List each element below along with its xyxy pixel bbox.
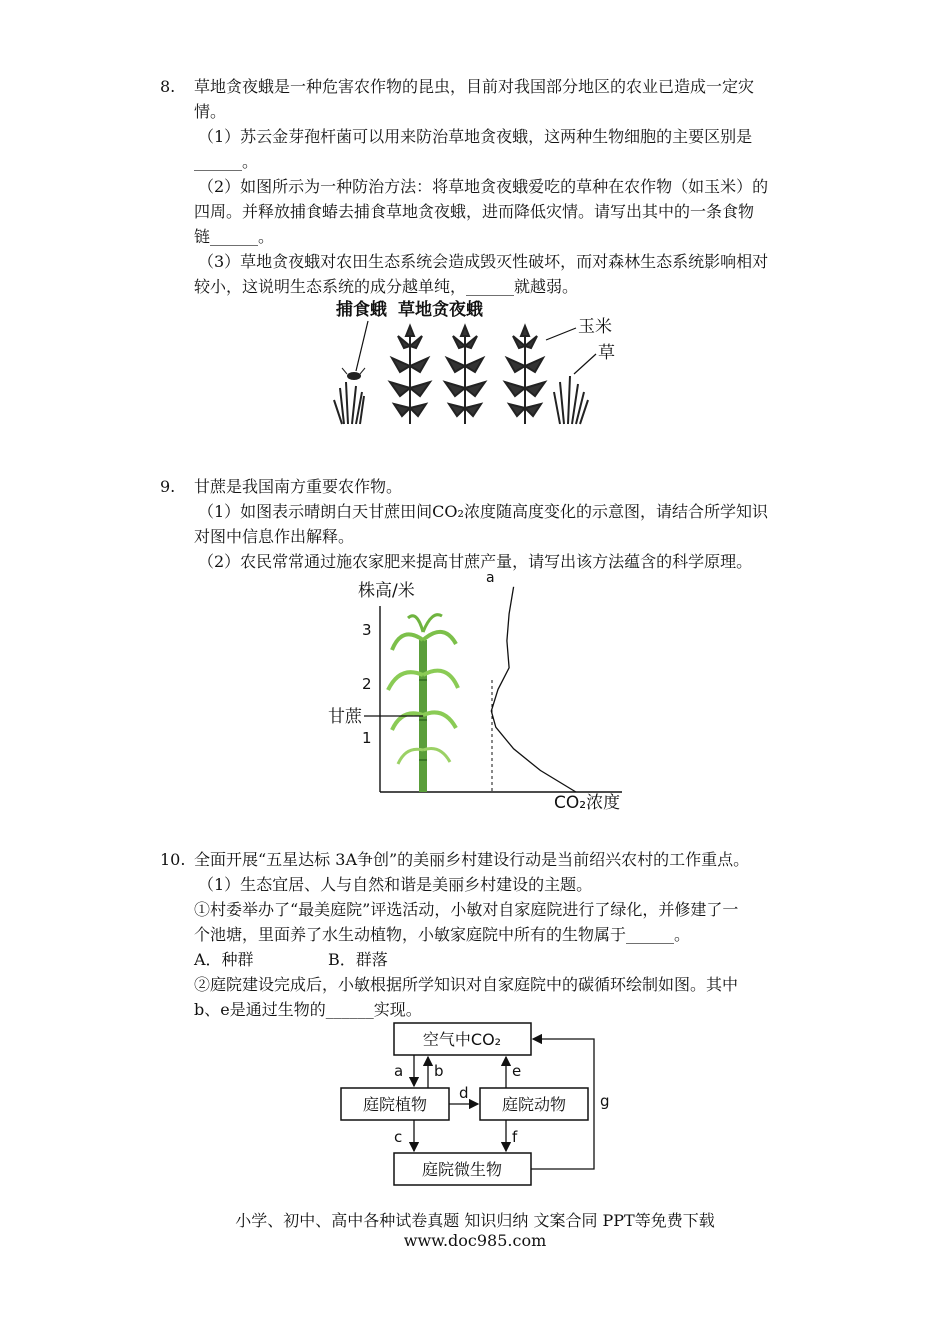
- q9-part1-line2: 对图中信息作出解释。: [194, 527, 355, 546]
- y-ticks: [362, 621, 372, 747]
- x-axis-label: CO₂浓度: [554, 793, 621, 813]
- y-tick-label: 3: [362, 621, 372, 639]
- predator-label: 捕食蛾: [336, 300, 387, 320]
- q10-sub1-line1: ①村委举办了“最美庭院”评选活动，小敏对自家庭院进行了绿化，并修建了一: [194, 900, 739, 919]
- q10-option-b: B．群落: [328, 950, 388, 969]
- sugarcane-icon: [388, 615, 458, 792]
- grass-label: 草: [598, 343, 615, 363]
- label-b: b: [434, 1062, 444, 1080]
- q9-stem: 甘蔗是我国南方重要农作物。: [194, 477, 403, 496]
- q8-stem-line1: 草地贪夜蛾是一种危害农作物的昆虫，目前对我国部分地区的农业已造成一定灾: [194, 77, 755, 96]
- label-a: a: [394, 1062, 404, 1080]
- q8-stem-line2: 情。: [194, 102, 227, 121]
- footer-line1: 小学、初中、高中各种试卷真题 知识归纳 文案合同 PPT等免费下载: [235, 1211, 715, 1230]
- insect-predator: [342, 368, 365, 380]
- q8-part1-line1: （1）苏云金芽孢杆菌可以用来防治草地贪夜蛾，这两种生物细胞的主要区别是: [198, 127, 753, 146]
- carbon-cycle-diagram: [336, 1018, 626, 1193]
- q10-option-a: A．种群: [194, 950, 254, 969]
- q9-number: 9.: [160, 477, 176, 496]
- q10-part1: （1）生态宜居、人与自然和谐是美丽乡村建设的主题。: [198, 875, 593, 894]
- plants-label: 庭院植物: [362, 1095, 428, 1114]
- q8-part3-line2: 较小，这说明生态系统的成分越单纯，______就越弱。: [194, 277, 579, 296]
- plant-label: 甘蔗: [328, 707, 362, 727]
- animals-label: 庭院动物: [501, 1095, 567, 1114]
- y-axis-label: 株高/米: [358, 581, 415, 601]
- q8-part3-line1: （3）草地贪夜蛾对农田生态系统会造成毁灭性破坏，而对森林生态系统影响相对: [198, 252, 769, 271]
- co2-height-chart: [322, 570, 632, 815]
- label-f: f: [512, 1128, 518, 1146]
- y-tick-label: 1: [362, 729, 372, 747]
- corn-label: 玉米: [578, 317, 612, 337]
- air-co2-label: 空气中CO₂: [422, 1030, 502, 1049]
- q8-part2-line3: 链______。: [194, 227, 275, 246]
- q8-part2-line2: 四周。并释放捕食蝽去捕食草地贪夜蛾，进而降低灾情。请写出其中的一条食物: [194, 202, 755, 221]
- q8-part1-line2: ______。: [194, 152, 259, 171]
- label-d: d: [459, 1084, 469, 1102]
- grass-left: [334, 382, 364, 424]
- q10-sub2-line2: b、e是通过生物的______实现。: [194, 1000, 422, 1019]
- q8-part2-line1: （2）如图所示为一种防治方法：将草地贪夜蛾爱吃的草种在农作物（如玉米）的: [198, 177, 769, 196]
- q9-part2-line1: （2）农民常常通过施农家肥来提高甘蔗产量，请写出该方法蕴含的科学原理。: [198, 552, 753, 571]
- label-e: e: [512, 1062, 522, 1080]
- q10-sub1-line2: 个池塘，里面养了水生动植物，小敏家庭院中所有的生物属于______。: [194, 925, 691, 944]
- grass-right: [554, 376, 588, 424]
- q8-field-figure: [330, 296, 630, 426]
- q8-number: 8.: [160, 77, 176, 96]
- y-tick-label: 2: [362, 675, 372, 693]
- q10-number: 10.: [160, 850, 186, 869]
- pest-label: 草地贪夜蛾: [398, 300, 483, 320]
- microbes-label: 庭院微生物: [421, 1160, 503, 1179]
- corn-plants: [390, 326, 545, 424]
- footer-link[interactable]: www.doc985.com: [403, 1231, 547, 1250]
- label-c: c: [394, 1128, 403, 1146]
- curve-label: a: [486, 570, 495, 586]
- q10-stem: 全面开展“五星达标 3A争创”的美丽乡村建设行动是当前绍兴农村的工作重点。: [194, 850, 750, 869]
- q10-sub2-line1: ②庭院建设完成后，小敏根据所学知识对自家庭院中的碳循环绘制如图。其中: [194, 975, 739, 994]
- series-a-line: [491, 587, 576, 792]
- label-g: g: [600, 1092, 610, 1110]
- q9-part1-line1: （1）如图表示晴朗白天甘蔗田间CO₂浓度随高度变化的示意图，请结合所学知识: [198, 502, 768, 521]
